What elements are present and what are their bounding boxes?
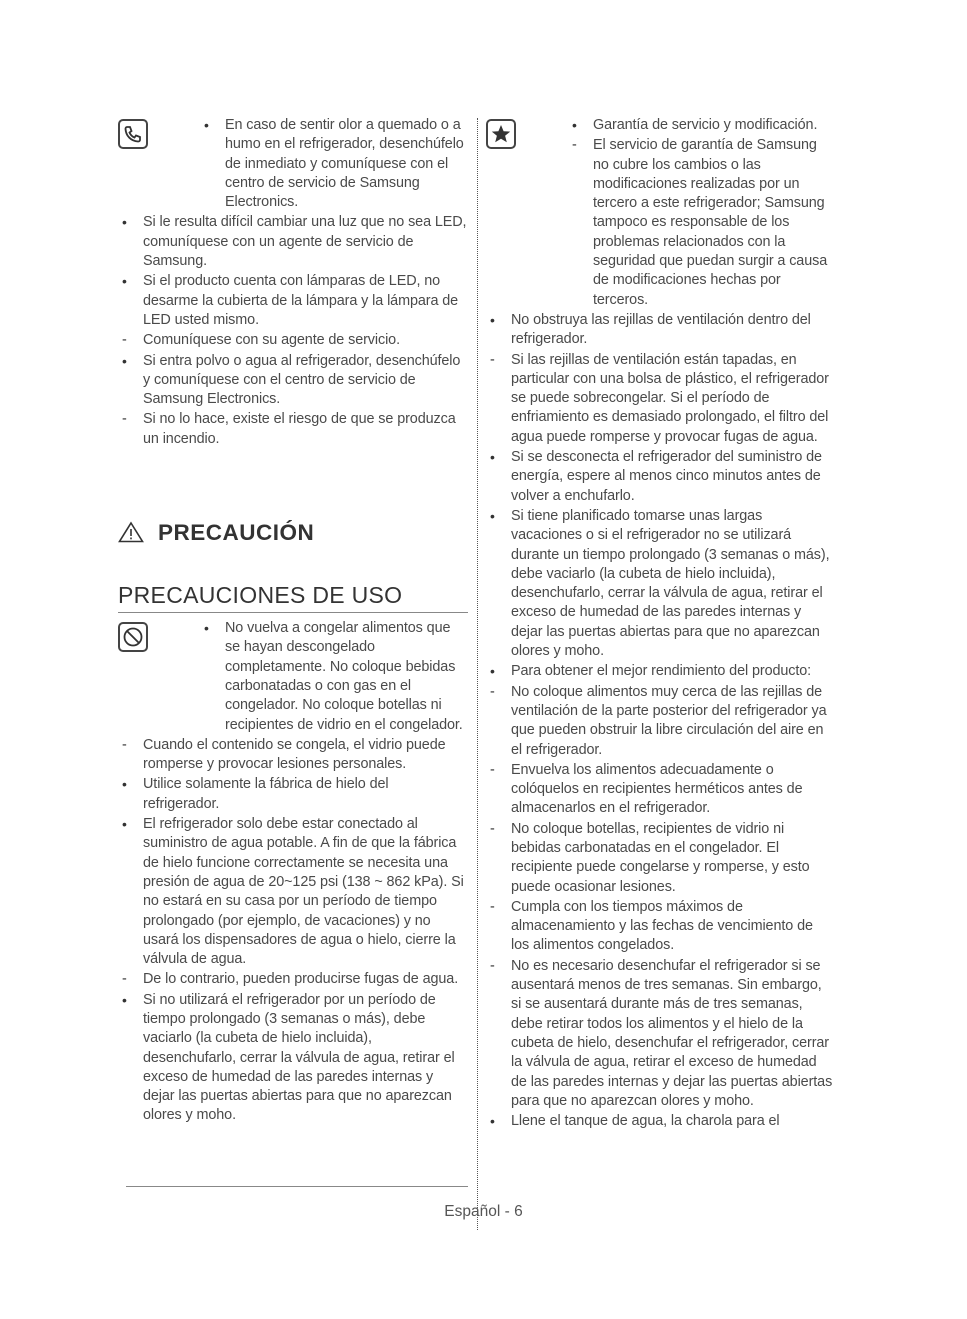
dash-item <box>486 761 834 819</box>
warning-title: PRECAUCIÓN <box>158 520 315 546</box>
bullet-item <box>486 1112 834 1131</box>
item-text: Utilice solamente la fábrica de hielo del refrigerador. <box>143 776 389 812</box>
item-text: No coloque alimentos muy cerca de las rejillas de ventilación de la parte posterior del refrigerador ya que pueden obstruir la libre circulación del aire en el refrigerador. <box>511 683 827 758</box>
item-text: Si el producto cuenta con lámparas de LED, no desarme la cubierta de la lámpara y la lámpara de LED usted mismo. <box>143 273 459 328</box>
bullet-item <box>486 662 834 681</box>
star-block <box>486 116 834 310</box>
bullet-item <box>118 775 468 814</box>
warning-triangle-icon <box>118 521 144 543</box>
dash-item <box>118 736 468 775</box>
item-text: Llene el tanque de agua, la charola para el <box>511 1113 780 1130</box>
bullet-item <box>200 116 468 212</box>
bullet-marker <box>490 311 495 331</box>
dash-item <box>568 136 834 310</box>
bottom-rule <box>126 1186 468 1187</box>
item-text: Si no utilizará el refrigerador por un período de tiempo prolongado (3 semanas o más), debe vaciarlo (la cubeta de hielo incluida), desenchufarlo, cerrar la válvula de agua, retirar el exceso de humedad de las paredes internas y dejar las puertas abiertas para que no aparezcan olores y moho. <box>143 991 455 1124</box>
prohibited-icon <box>118 622 148 652</box>
dash-item <box>118 410 468 449</box>
right-items <box>486 311 834 1131</box>
dash-marker <box>490 957 495 976</box>
dash-marker <box>490 761 495 780</box>
dash-item <box>486 683 834 760</box>
dash-marker <box>572 136 577 155</box>
item-text: Garantía de servicio y modificación. <box>593 117 818 133</box>
item-text: No coloque botellas, recipientes de vidrio ni bebidas carbonatadas en el congelador. El recipiente puede congelarse y romperse, y esto puede ocasionar lesiones. <box>511 820 810 895</box>
bullet-item <box>118 272 468 330</box>
item-text: Si tiene planificado tomarse unas largas vacaciones o si el refrigerador no se utilizará durante un tiempo prolongado (3 semanas o más), debe vaciarlo (la cubeta de hielo incluida), desenchufarlo, cerrar la válvula de agua, retirar el exceso de humedad de las paredes internas y dejar las puertas abiertas para que no aparezcan olores y moho. <box>511 507 830 660</box>
bullet-marker <box>572 116 577 136</box>
bullet-marker <box>122 213 127 233</box>
item-text: Si entra polvo o agua al refrigerador, desenchúfelo y comuníquese con el centro de servicio de Samsung Electronics. <box>143 352 461 408</box>
dash-marker <box>490 820 495 839</box>
dash-marker <box>122 410 127 429</box>
column-divider <box>477 118 478 1230</box>
bullet-item <box>200 619 468 735</box>
dash-item <box>118 331 468 350</box>
bullet-marker <box>122 352 127 372</box>
dash-marker <box>122 970 127 989</box>
bullet-marker <box>122 991 127 1011</box>
phone-icon <box>118 119 148 149</box>
item-text: No es necesario desenchufar el refrigerador si se ausentará menos de tres semanas. Sin embargo, si se ausentará durante más de tres semanas, debe retirar todos los alimentos y el hielo de la cubeta de hielo, desenchufar el refrigerador, cerrar la válvula de agua, retirar el exceso de humedad de las paredes internas y dejar las puertas abiertas para que no aparezcan olores y moho. <box>511 957 833 1109</box>
bullet-item <box>486 311 834 350</box>
bullet-item <box>118 352 468 410</box>
item-text: No obstruya las rejillas de ventilación dentro del refrigerador. <box>511 311 811 348</box>
dash-marker <box>122 331 127 350</box>
item-text: Envuelva los alimentos adecuadamente o colóquelos en recipientes herméticos antes de almacenarlos en el refrigerador. <box>511 761 803 817</box>
bullet-marker <box>490 1112 495 1132</box>
prohibited-block <box>118 619 468 735</box>
phone-block-items <box>200 116 468 212</box>
prohibited-block-items <box>200 619 468 735</box>
item-text: Si le resulta difícil cambiar una luz que no sea LED, comuníquese con un agente de servicio de Samsung. <box>143 214 467 270</box>
dash-marker <box>490 683 495 702</box>
item-text: En caso de sentir olor a quemado o a humo en el refrigerador, desenchúfelo de inmediato y comuníquese con el centro de servicio de Samsung Electronics. <box>225 117 464 211</box>
star-block-items <box>568 116 834 310</box>
item-text: De lo contrario, pueden producirse fugas de agua. <box>143 971 459 988</box>
bullet-item <box>118 991 468 1126</box>
item-text: Comuníquese con su agente de servicio. <box>143 332 400 349</box>
warning-heading <box>118 519 468 547</box>
item-text: El refrigerador solo debe estar conectado al suministro de agua potable. A fin de que la fábrica de hielo funcione correctamente se necesita una presión de agua de 20~125 psi (138 ~ 862 kPa). Si no estará en su casa por un período de tiempo prolongado (por ejemplo, de vacaciones) y no usará los dispensadores de agua o hielo, cierre la válvula de agua. <box>143 816 464 968</box>
right-column <box>486 116 834 1132</box>
item-text: Si no lo hace, existe el riesgo de que se produzca un incendio. <box>143 411 456 447</box>
bullet-item <box>486 507 834 661</box>
item-text: Cuando el contenido se congela, el vidrio puede romperse y provocar lesiones personales. <box>143 736 446 773</box>
section-title: PRECAUCIONES DE USO <box>118 581 468 613</box>
item-text: Para obtener el mejor rendimiento del producto: <box>511 663 812 680</box>
bullet-item <box>568 116 834 135</box>
phone-block <box>118 116 468 212</box>
item-text: El servicio de garantía de Samsung no cubre los cambios o las modificaciones realizadas por un tercero a este refrigerador; Samsung tampoco es responsable de los problemas relacionados con la seguridad que puedan surgir a causa de modificaciones hechas por terceros. <box>593 137 828 308</box>
bullet-marker <box>490 507 495 527</box>
dash-marker <box>490 351 495 370</box>
item-text: Si las rejillas de ventilación están tapadas, en particular con una bolsa de plástico, el refrigerador se puede sobrecongelar. Si el período de enfriamiento es demasiado prolongado, el filtro del agua puede romperse y provocar fugas de agua. <box>511 351 829 445</box>
bullet-marker <box>122 272 127 292</box>
star-icon <box>486 119 516 149</box>
dash-item <box>486 351 834 447</box>
bullet-marker <box>122 775 127 795</box>
bullet-item <box>486 448 834 506</box>
item-text: Cumpla con los tiempos máximos de almacenamiento y las fechas de vencimiento de los alimentos congelados. <box>511 898 813 954</box>
dash-marker <box>122 736 127 755</box>
left-items-a <box>118 213 468 449</box>
dash-marker <box>490 898 495 917</box>
left-column <box>118 116 468 1127</box>
bullet-marker <box>122 815 127 835</box>
bullet-marker <box>490 448 495 468</box>
item-text: No vuelva a congelar alimentos que se hayan descongelado completamente. No coloque bebidas carbonatadas o con gas en el congelador. No coloque botellas ni recipientes de vidrio en el congelador. <box>225 620 463 733</box>
bullet-marker <box>204 619 209 639</box>
page-footer: Español - 6 <box>444 1203 523 1220</box>
bullet-marker <box>490 662 495 682</box>
dash-item <box>486 957 834 1111</box>
item-text: Si se desconecta el refrigerador del suministro de energía, espere al menos cinco minutos antes de volver a enchufarlo. <box>511 449 822 504</box>
bullet-item <box>118 815 468 969</box>
bullet-marker <box>204 116 209 136</box>
left-items-b <box>118 736 468 1126</box>
dash-item <box>118 970 468 989</box>
dash-item <box>486 820 834 897</box>
bullet-item <box>118 213 468 271</box>
dash-item <box>486 898 834 956</box>
